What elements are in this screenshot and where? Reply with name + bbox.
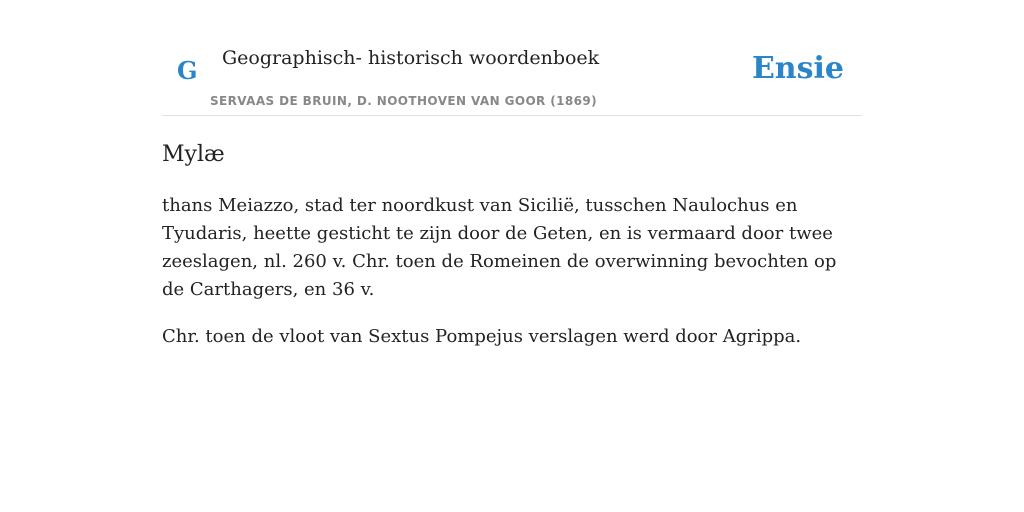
book-author: SERVAAS DE BRUIN, D. NOOTHOVEN VAN GOOR (1869) — [210, 94, 598, 108]
book-letter-icon[interactable]: G — [177, 56, 198, 85]
entry-paragraph: thans Meiazzo, stad ter noordkust van Sicilië, tusschen Naulochus en Tyudaris, heette gesticht te zijn door de Geten, en is vermaard door twee zeeslagen, nl. 260 v. Chr. toen de Romeinen de overwinning bevochten op de Carthagers, en 36 v. — [162, 195, 837, 300]
book-header — [162, 0, 862, 116]
ensie-logo[interactable]: Ensie — [751, 51, 844, 86]
entry-paragraph: Chr. toen de vloot van Sextus Pompejus verslagen werd door Agrippa. — [162, 326, 802, 347]
entry-title: Mylæ — [162, 142, 225, 167]
book-title-link[interactable]: Geographisch- historisch woordenboek — [222, 47, 600, 69]
article-page — [162, 0, 862, 351]
entry-body — [162, 192, 862, 351]
